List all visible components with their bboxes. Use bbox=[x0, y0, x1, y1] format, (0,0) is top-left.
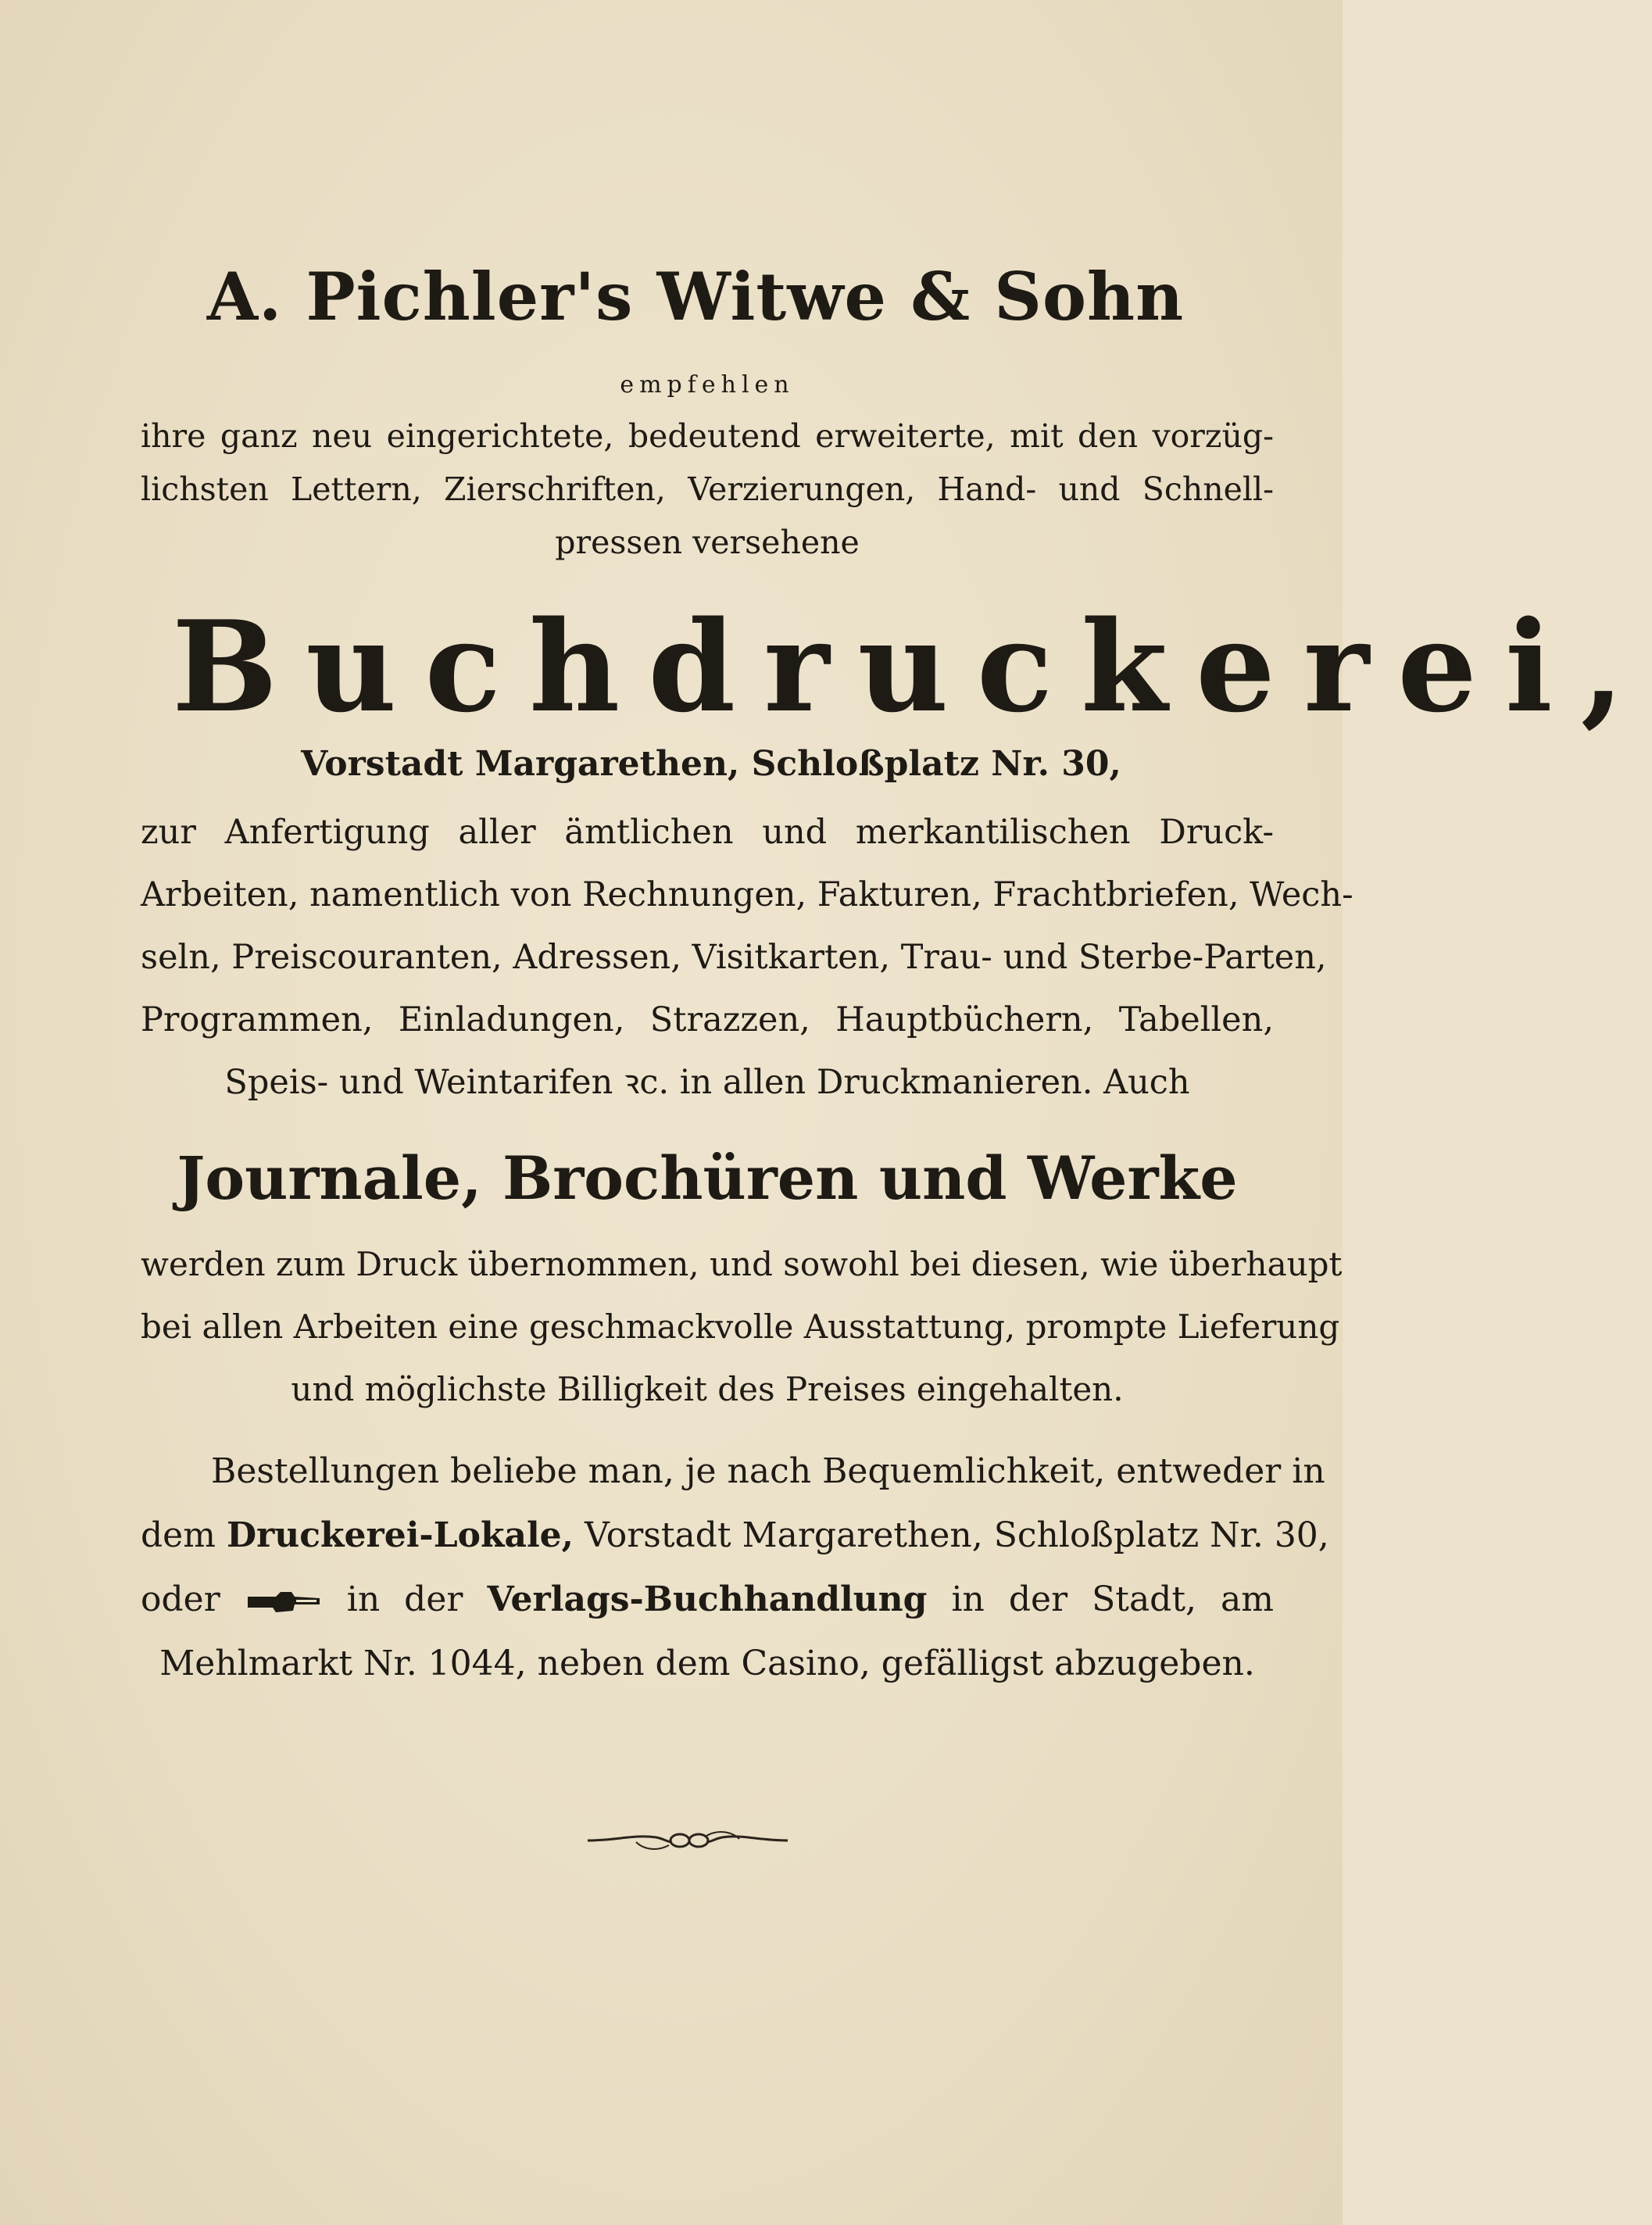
orders-text: in der Stadt, am bbox=[951, 1579, 1274, 1619]
printing-office-label: Druckerei-Lokale, bbox=[226, 1515, 574, 1555]
firm-name: A. Pichler's Witwe & Sohn bbox=[206, 258, 1185, 335]
orders-text: dem bbox=[141, 1515, 216, 1555]
services-line: Speis- und Weintarifen ꝛc. in allen Druckmanieren. Auch bbox=[224, 1063, 1190, 1102]
terms-paragraph bbox=[141, 1233, 1343, 1421]
recommend-text: empfehlen bbox=[620, 371, 795, 399]
intro-paragraph bbox=[141, 410, 1274, 569]
services-line: Arbeiten, namentlich von Rechnungen, Fakturen, Frachtbriefen, Wech- bbox=[141, 875, 1353, 914]
orders-line: Bestellungen beliebe man, je nach Bequemlichkeit, entweder in bbox=[211, 1451, 1325, 1491]
pointing-hand-icon bbox=[245, 1589, 323, 1615]
orders-line: Mehlmarkt Nr. 1044, neben dem Casino, gefälligst abzugeben. bbox=[159, 1644, 1255, 1683]
intro-line: ihre ganz neu eingerichtete, bedeutend erweiterte, mit den vorzüg- bbox=[141, 417, 1274, 455]
services-line: Programmen, Einladungen, Strazzen, Hauptbüchern, Tabellen, bbox=[141, 1000, 1274, 1039]
orders-text: oder bbox=[141, 1579, 220, 1619]
advertisement bbox=[141, 258, 1652, 1696]
headline: Buchdruckerei, bbox=[172, 593, 1652, 740]
orders-paragraph bbox=[141, 1440, 1329, 1696]
services-line: zur Anfertigung aller ämtlichen und merkantilischen Druck- bbox=[141, 813, 1274, 852]
subheadline: Journale, Brochüren und Werke bbox=[177, 1143, 1238, 1213]
address-line: Vorstadt Margarethen, Schloßplatz Nr. 30, bbox=[301, 744, 1121, 784]
orders-text: Vorstadt Margarethen, Schloßplatz Nr. 30, bbox=[585, 1515, 1329, 1555]
services-paragraph bbox=[141, 801, 1353, 1114]
orders-text: in der bbox=[346, 1579, 463, 1619]
services-line: seln, Preiscouranten, Adressen, Visitkarten, Trau- und Sterbe-Parten, bbox=[141, 938, 1327, 977]
terms-line: und möglichste Billigkeit des Preises eingehalten. bbox=[291, 1370, 1124, 1408]
terms-line: bei allen Arbeiten eine geschmackvolle Ausstattung, prompte Lieferung bbox=[141, 1307, 1340, 1346]
orders-line bbox=[141, 1504, 1329, 1568]
bookshop-label: Verlags-Buchhandlung bbox=[487, 1579, 928, 1619]
orders-line bbox=[141, 1568, 1274, 1632]
terms-line: werden zum Druck übernommen, und sowohl bei diesen, wie überhaupt bbox=[141, 1245, 1343, 1283]
intro-line: lichsten Lettern, Zierschriften, Verzierungen, Hand- und Schnell- bbox=[141, 470, 1274, 508]
scroll-ornament-icon bbox=[586, 1825, 789, 1856]
intro-line: pressen versehene bbox=[555, 524, 860, 561]
